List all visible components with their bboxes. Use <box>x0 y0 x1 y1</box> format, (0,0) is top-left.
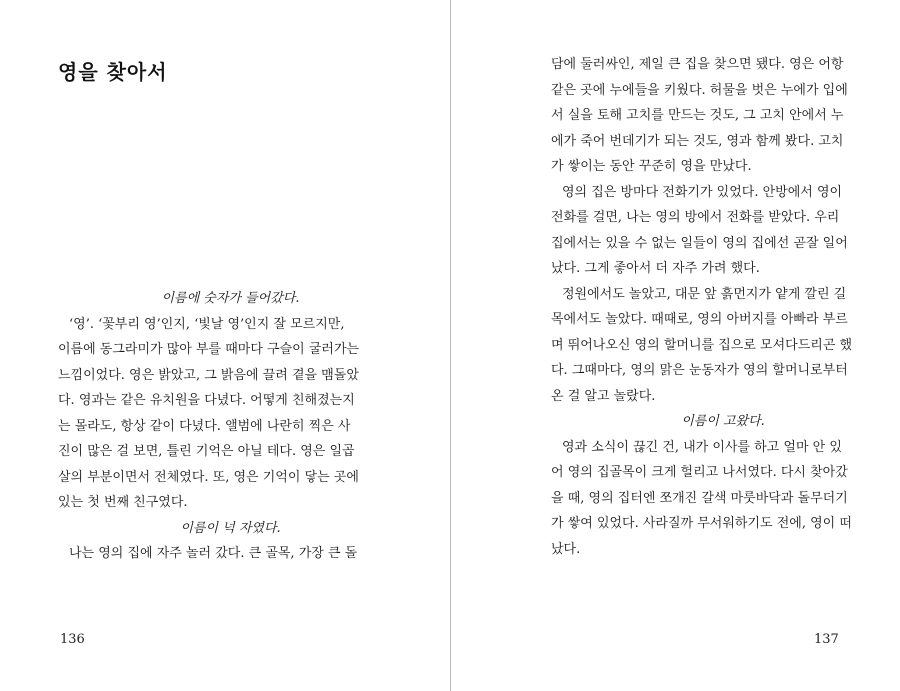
text-line: 있는 첫 번째 친구였다. <box>58 495 188 510</box>
text-line: 났다. <box>551 541 581 557</box>
text-line: 가 쌓여 있었다. 사라질까 무서워하기도 전에, 영이 떠 <box>551 516 852 531</box>
text-line: 서 실을 토해 고치를 만드는 것도, 그 고치 안에서 누 <box>551 108 844 123</box>
right-page <box>451 0 900 691</box>
text-line: 전화를 걸면, 나는 영의 방에서 전화를 받았다. 우리 <box>551 210 840 225</box>
page-number-right: 137 <box>814 632 839 647</box>
page-number-left: 136 <box>60 632 85 647</box>
text-line: ‘영’. ‘꽃부리 영’인지, ‘빛날 영’인지 잘 모르지만, <box>69 316 345 332</box>
section-heading-line: 이름이 넉 자였다. <box>180 520 281 536</box>
chapter-title: 영을 찾아서 <box>58 60 168 84</box>
text-line: 어 영의 집골목이 크게 헐리고 나서였다. 다시 찾아갔 <box>551 465 848 480</box>
text-line: 에가 죽어 번데기가 되는 것도, 영과 함께 봤다. 고치 <box>551 133 844 149</box>
text-line: 온 걸 알고 놀랐다. <box>551 388 656 404</box>
section-heading-line: 이름이 고왔다. <box>681 414 765 429</box>
text-line: 다. 그때마다, 영의 맑은 눈동자가 영의 할머니로부터 <box>551 363 848 378</box>
text-line: 같은 곳에 누에들을 키웠다. 허물을 벗은 누에가 입에 <box>551 82 848 98</box>
text-line: 집에서는 있을 수 없는 일들이 영의 집에선 곧잘 일어 <box>551 235 848 251</box>
text-line: 을 때, 영의 집터엔 쪼개진 갈색 마룻바닥과 돌무더기 <box>551 490 848 506</box>
section-heading-line: 이름에 숫자가 들어갔다. <box>161 291 300 306</box>
text-line: 다. 영과는 같은 유치원을 다녔다. 어떻게 친해졌는지 <box>58 393 355 408</box>
left-page-body <box>58 286 403 567</box>
text-line: 는 몰라도, 항상 같이 다녔다. 앨범에 나란히 찍은 사 <box>58 418 351 434</box>
text-line: 살의 부분이면서 전체였다. 또, 영은 기억이 닿는 곳에 <box>58 469 359 485</box>
right-page-body <box>551 52 895 562</box>
text-line: 영의 집은 방마다 전화기가 있었다. 안방에서 영이 <box>562 184 843 200</box>
text-line: 며 뛰어나오신 영의 할머니를 집으로 모셔다드리곤 했 <box>551 337 853 353</box>
text-line: 영과 소식이 끊긴 건, 내가 이사를 하고 얼마 안 있 <box>562 439 842 455</box>
text-line: 이름에 동그라미가 많아 부를 때마다 구슬이 굴러가는 <box>58 342 360 357</box>
text-line: 나는 영의 집에 자주 놀러 갔다. 큰 골목, 가장 큰 돌 <box>69 546 358 561</box>
text-line: 정원에서도 놀았고, 대문 앞 흙먼지가 얕게 깔린 길 <box>562 286 847 302</box>
text-line: 가 쌓이는 동안 꾸준히 영을 만났다. <box>551 159 752 174</box>
text-line: 목에서도 놀았다. 때때로, 영의 아버지를 아빠라 부르 <box>551 312 848 327</box>
text-line: 느낌이었다. 영은 밝았고, 그 밝음에 끌려 곁을 맴돌았 <box>58 367 359 383</box>
text-line: 담에 둘러싸인, 제일 큰 집을 찾으면 됐다. 영은 어항 <box>551 57 844 72</box>
text-line: 진이 많은 걸 보면, 틀린 기억은 아닐 테다. 영은 일곱 <box>58 444 355 459</box>
text-line: 났다. 그게 좋아서 더 자주 가려 했다. <box>551 261 760 276</box>
